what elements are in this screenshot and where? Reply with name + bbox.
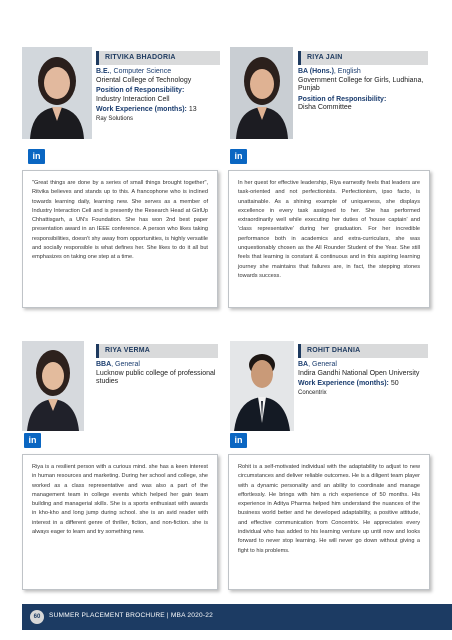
- linkedin-icon[interactable]: in: [24, 433, 41, 448]
- work-company: Ray Solutions: [96, 115, 134, 122]
- profile-details-riya-verma: [96, 361, 222, 387]
- degree: BA, General: [298, 361, 337, 368]
- profile-name-riya-jain: RIYA JAIN: [298, 51, 428, 65]
- college: Lucknow public college of professional studies: [96, 369, 216, 385]
- degree: BA (Hons.), English: [298, 68, 361, 75]
- college: Government College for Girls, Ludhiana, Punjab: [298, 76, 424, 92]
- work-experience: Work Experience (months): 13: [96, 106, 197, 113]
- profile-details-riya-jain: [298, 68, 438, 113]
- profile-name-riya-verma: RIYA VERMA: [96, 344, 218, 358]
- college: Indira Gandhi National Open University: [298, 369, 420, 377]
- profile-name-ritvika: RITVIKA BHADORIA: [96, 51, 220, 65]
- profile-details-ritvika: [96, 68, 226, 123]
- portrait-icon: [230, 341, 294, 431]
- position-value: Industry Interaction Cell: [96, 95, 170, 103]
- profile-bio-ritvika: "Great things are done by a series of small things brought together", Ritvika believes and stands up to this. A francophone who is inclined towards learning daily, learning new. She serves as a member of Industry Interaction Cell and is presently the Research Head at GirlUp Chhattisgarh, a UN's Foundation. She has won 2nd best paper presentation award in an IEEE conference. A person who likes taking responsibilities, doesn't shy away from opportunities, is highly versatile and socially responsible is what defines her. She likes to do it all but emphasizes on taking one step at a time.: [22, 170, 218, 308]
- page-number: 60: [30, 610, 44, 624]
- position-value: Disha Committee: [298, 104, 352, 111]
- footer-title: SUMMER PLACEMENT BROCHURE | MBA 2020-22: [49, 612, 214, 619]
- linkedin-icon[interactable]: in: [28, 149, 45, 164]
- position-label: Position of Responsibility:: [298, 95, 387, 103]
- portrait-icon: [22, 47, 92, 139]
- profile-bio-rohit-dhania: Rohit is a self-motivated individual with the adaptability to adjust to new circumstances and deliver reliable outcomes. He is a diligent team player with a dynamic personality and an ability to coordinate and manage effortlessly. He brings with him a rich experience of 50 months. His experience in Aditya Pharma helped him understand the nuances of the business world better and he developed adaptability, a positive attitude, and effective communication from Concentrix. He appreciates every individual who has added to his learning venture up until now and looks forward to never stop learning. He will never go down without giving a fight to his problems.: [228, 454, 430, 590]
- portrait-icon: [230, 47, 293, 139]
- position-label: Position of Responsibility:: [96, 87, 185, 94]
- portrait-icon: [22, 341, 84, 431]
- degree: B.E., Computer Science: [96, 68, 172, 75]
- work-experience: Work Experience (months): 50: [298, 380, 399, 387]
- page-footer: [22, 604, 452, 630]
- profile-bio-riya-jain: In her quest for effective leadership, Riya earnestly feels that leaders are task-oriented and not perfectionists. Perfectionism, ipso facto, is unattainable. As a shining example of uniqueness, she displays excellence in every task assigned to her. She has performed extraordinarily well while executing her duties of 'house captain' and 'class representative' during her graduation. For her incredible performance both in academics and extra-curriculars, she was unquestionably chosen as the All Rounder Student of the Year. She still feels that learning is constant & continuous and in this aspiring learning journey she maintains that failures are, in fact, the stepping stones towards success.: [228, 170, 430, 308]
- linkedin-icon[interactable]: in: [230, 433, 247, 448]
- profile-bio-riya-verma: Riya is a resilient person with a curious mind. she has a keen interest in human resources and marketing. During her school and college, she worked as a class representative and was also a part of the management team in college events which helped her gain team building and managerial skills. She is a sports enthusiast with awards in kho-kho and long jump during school. she is an avid reader with interest in a different genre of thriller, fiction, and non-fiction. she is always eager to learn and try something new.: [22, 454, 218, 590]
- degree: BBA, General: [96, 361, 140, 368]
- profile-photo-rohit-dhania: [230, 341, 294, 431]
- work-company: Concentrix: [298, 389, 327, 396]
- linkedin-icon[interactable]: in: [230, 149, 247, 164]
- profile-details-rohit-dhania: [298, 361, 438, 397]
- profile-photo-riya-jain: [230, 47, 293, 139]
- profile-photo-riya-verma: [22, 341, 84, 431]
- college: Oriental College of Technology: [96, 76, 192, 84]
- profile-name-rohit-dhania: ROHIT DHANIA: [298, 344, 428, 358]
- profile-photo-ritvika: [22, 47, 92, 139]
